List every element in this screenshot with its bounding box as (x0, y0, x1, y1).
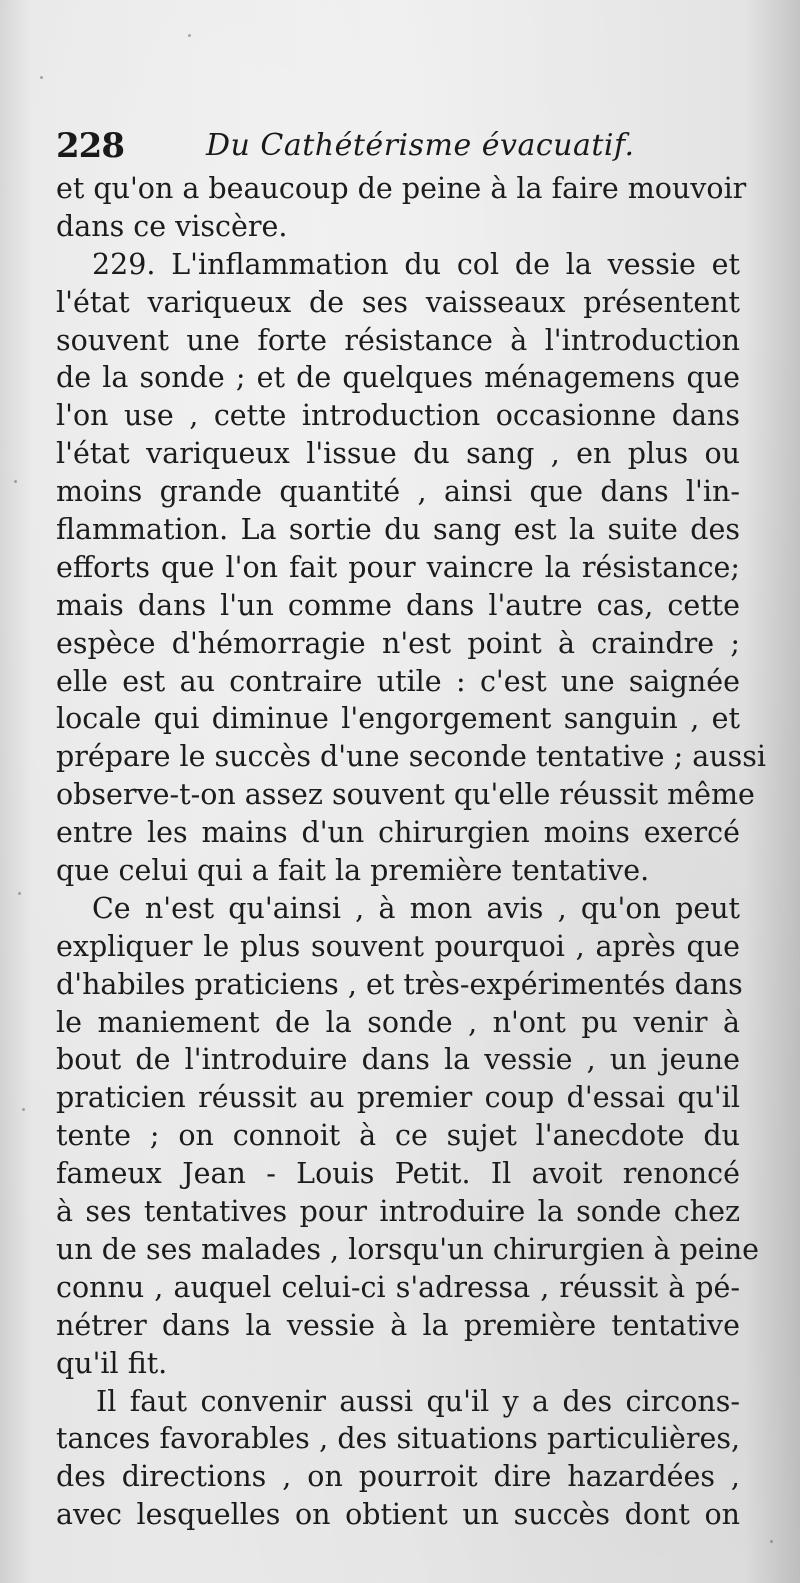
text-line: tente ; on connoit à ce sujet l'anecdote du (56, 1119, 740, 1153)
text-line: mais dans l'un comme dans l'autre cas, cette (56, 588, 740, 622)
text-line: prépare le succès d'une seconde tentative ; aussi (56, 740, 766, 774)
running-head: Du Cathétérisme évacuatif. (206, 128, 635, 163)
paper-speck (188, 34, 191, 37)
paper-speck (770, 1540, 773, 1543)
text-line: Il faut convenir aussi qu'il y a des circons- (96, 1384, 740, 1418)
text-line: flammation. La sortie du sang est la suite des (56, 513, 740, 547)
text-line: praticien réussit au premier coup d'essai qu'il (56, 1081, 740, 1115)
text-line: fameux Jean - Louis Petit. Il avoit renoncé (56, 1157, 740, 1191)
text-line: expliquer le plus souvent pourquoi , après que (56, 929, 740, 963)
text-line: moins grande quantité , ainsi que dans l'in- (56, 475, 740, 509)
text-line: l'état variqueux l'issue du sang , en plus ou (56, 437, 740, 471)
text-line: de la sonde ; et de quelques ménagemens que (56, 361, 740, 395)
text-line: nétrer dans la vessie à la première tentative (56, 1308, 740, 1342)
text-line: entre les mains d'un chirurgien moins exercé (56, 816, 740, 850)
text-line: Ce n'est qu'ainsi , à mon avis , qu'on peut (92, 891, 740, 925)
text-line: l'état variqueux de ses vaisseaux présentent (56, 285, 740, 319)
text-line: l'on use , cette introduction occasionne dans (56, 399, 740, 433)
paper-speck (40, 76, 43, 79)
text-line: à ses tentatives pour introduire la sonde chez (56, 1195, 740, 1229)
text-line: et qu'on a beaucoup de peine à la faire mouvoir (56, 172, 747, 205)
text-line: bout de l'introduire dans la vessie , un jeune (56, 1043, 740, 1077)
paper-speck (18, 892, 21, 895)
text-line: un de ses malades , lorsqu'un chirurgien à peine (56, 1232, 760, 1266)
text-line: connu , auquel celui-ci s'adressa , réussit à pé- (56, 1270, 740, 1304)
text-line: avec lesquelles on obtient un succès dont on (56, 1498, 740, 1532)
text-line: d'habiles praticiens , et très-expérimentés dans (56, 967, 743, 1001)
text-line: espèce d'hémorragie n'est point à craindre ; (56, 626, 740, 660)
text-line: 229. L'inflammation du col de la vessie et (92, 247, 740, 281)
text-line: elle est au contraire utile : c'est une saignée (56, 664, 740, 698)
text-line: observe-t-on assez souvent qu'elle réussit même (56, 778, 755, 812)
text-line: locale qui diminue l'engorgement sanguin , et (56, 702, 740, 736)
text-line: le maniement de la sonde , n'ont pu venir à (56, 1005, 740, 1039)
page-number: 228 (56, 126, 124, 166)
text-line: tances favorables , des situations particulières, (56, 1422, 740, 1456)
text-line: dans ce viscère. (56, 209, 288, 243)
text-line: souvent une forte résistance à l'introduction (56, 323, 740, 357)
text-line: que celui qui a fait la première tentative. (56, 854, 650, 888)
text-line: efforts que l'on fait pour vaincre la résistance; (56, 550, 740, 584)
text-line: des directions , on pourroit dire hazardées , (56, 1460, 740, 1494)
body-text (56, 170, 766, 1534)
paper-speck (22, 1108, 25, 1111)
paper-speck (14, 480, 17, 483)
page-header (56, 126, 746, 170)
text-line: qu'il fit. (56, 1346, 168, 1380)
